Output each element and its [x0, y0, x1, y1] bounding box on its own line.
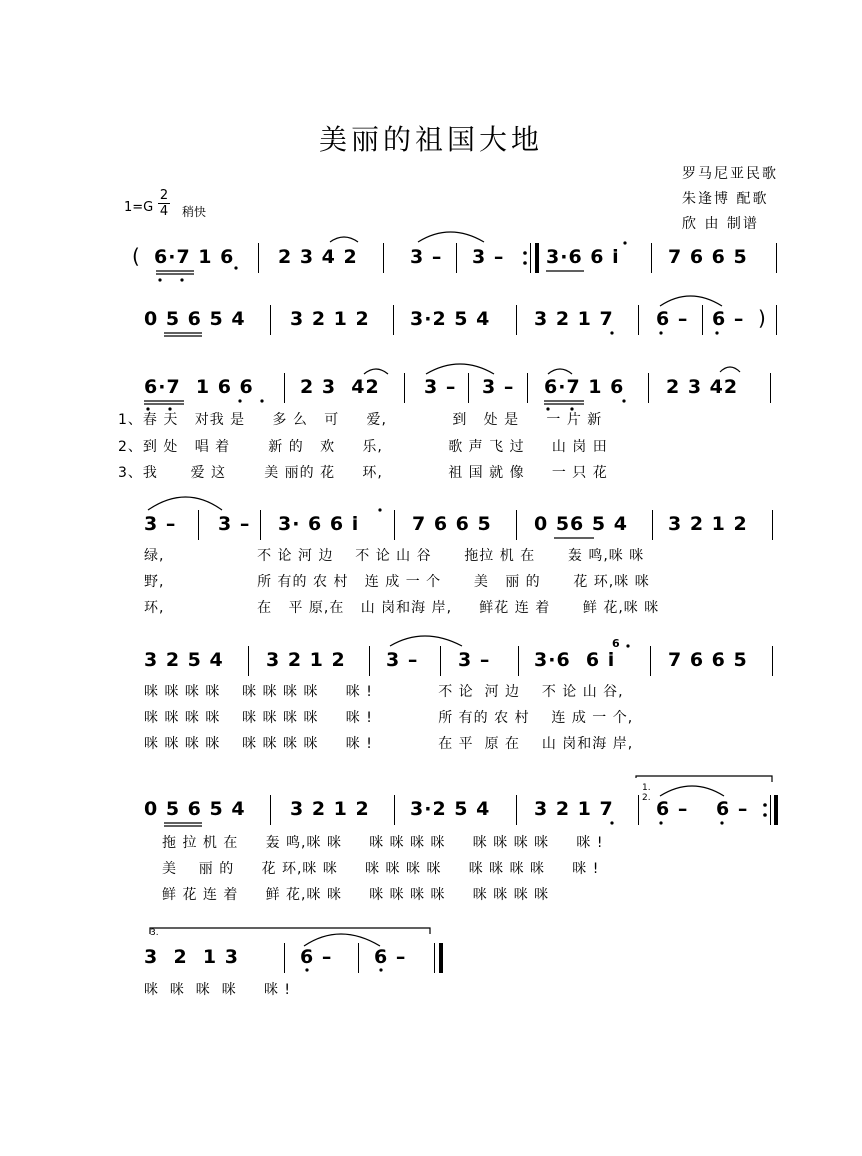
- measure: 3 2 1 2: [266, 649, 346, 671]
- paren-close: ): [758, 306, 767, 330]
- tie: [418, 232, 484, 242]
- measure: 6 –: [374, 946, 407, 968]
- dot: [168, 407, 171, 410]
- dot: [180, 278, 183, 281]
- measure: 6 –: [712, 308, 745, 330]
- volta-label: 1. 2.: [642, 783, 651, 803]
- dot: [378, 508, 381, 511]
- measure: 3·6 6 i: [546, 246, 620, 268]
- measure: 7 6 6 5: [668, 649, 748, 671]
- song-title: 美丽的祖国大地: [318, 123, 543, 156]
- dot: [238, 399, 241, 402]
- grace-note: 6: [612, 637, 620, 650]
- measure: 2 3 4 2: [278, 246, 358, 268]
- credit-transcriber: 欣 由 制谱: [682, 216, 759, 232]
- lyric-line: 鲜 花 连 着 鲜 花,咪 咪 咪 咪 咪 咪 咪 咪 咪 咪: [162, 887, 550, 903]
- tempo-marking: 稍快: [182, 205, 207, 219]
- dot: [715, 331, 718, 334]
- credit-origin: 罗马尼亚民歌: [682, 166, 778, 182]
- volta-label: 3.: [150, 928, 159, 938]
- dot: [570, 407, 573, 410]
- measure: 3 2 1 3: [144, 946, 239, 968]
- tie: [660, 786, 724, 796]
- lyric-line: 环, 在 平 原,在 山 岗和海 岸, 鲜花 连 着 鲜 花,咪 咪: [144, 600, 660, 616]
- measure: 3 2 1 7: [534, 798, 614, 820]
- lyric-line: 野, 所 有的 农 村 连 成 一 个 美 丽 的 花 环,咪 咪: [144, 574, 650, 590]
- measure: 3 –: [424, 376, 457, 398]
- meter-bottom: 4: [159, 204, 169, 219]
- tie: [390, 636, 462, 646]
- measure: 3 2 1 2: [290, 798, 370, 820]
- tie: [148, 497, 222, 510]
- dot: [763, 813, 767, 817]
- measure: 7 6 6 5: [412, 513, 492, 535]
- tie: [426, 364, 494, 374]
- measure: 3 –: [410, 246, 443, 268]
- dot: [610, 821, 613, 824]
- measure: 6·7 1 6: [154, 246, 235, 268]
- measure: 0 56 5 4: [534, 513, 628, 535]
- measure: 6 –: [716, 798, 749, 820]
- measure: 3·2 5 4: [410, 308, 491, 330]
- slur: [364, 369, 388, 374]
- measure: 3 2 1 2: [290, 308, 370, 330]
- repeat-dots: [523, 251, 767, 817]
- dot: [234, 266, 237, 269]
- measure: 3·6 6 i: [534, 649, 616, 671]
- measure: 3 –: [218, 513, 251, 535]
- lyric-line: 3、我 爱 这 美 丽的 花 环, 祖 国 就 像 一 只 花: [118, 465, 608, 481]
- lyric-line: 咪 咪 咪 咪 咪 !: [144, 982, 292, 998]
- credit-lyricist: 朱逢博 配歌: [682, 191, 769, 207]
- measure: 3 –: [144, 513, 177, 535]
- slur: [720, 367, 740, 372]
- dot: [158, 278, 161, 281]
- lyric-line: 美 丽 的 花 环,咪 咪 咪 咪 咪 咪 咪 咪 咪 咪 咪 !: [162, 861, 600, 877]
- lyric-line: 拖 拉 机 在 轰 鸣,咪 咪 咪 咪 咪 咪 咪 咪 咪 咪 咪 !: [162, 835, 604, 851]
- measure: 3 2 1 2: [668, 513, 748, 535]
- measure: 3·2 5 4: [410, 798, 491, 820]
- dot: [622, 399, 625, 402]
- measure: 0 5 6 5 4: [144, 308, 246, 330]
- lyric-line: 2、到 处 唱 着 新 的 欢 乐, 歌 声 飞 过 山 岗 田: [118, 439, 608, 455]
- measure: 2 3 42: [666, 376, 739, 398]
- dot: [546, 407, 549, 410]
- measure: 3 –: [472, 246, 505, 268]
- measure: 0 5 6 5 4: [144, 798, 246, 820]
- meter-top: 2: [159, 188, 169, 203]
- dot: [523, 251, 527, 255]
- measure: 6·7 1 6: [544, 376, 625, 398]
- measure: 2 3 42: [300, 376, 380, 398]
- tie: [304, 934, 380, 946]
- volta-bracket-1-2: [636, 776, 772, 782]
- ties: [148, 232, 772, 946]
- measure: 3· 6 6 i: [278, 513, 360, 535]
- slur: [330, 237, 358, 242]
- measure: 6·7 1 6 6: [144, 376, 254, 398]
- dot: [523, 261, 527, 265]
- dot: [623, 241, 626, 244]
- lyric-line: 1、春 天 对我 是 多 么 可 爱, 到 处 是 一 片 新: [118, 412, 603, 428]
- lyric-line: 绿, 不 论 河 边 不 论 山 谷 拖拉 机 在 轰 鸣,咪 咪: [144, 548, 645, 564]
- dot: [305, 968, 308, 971]
- measure: 6 –: [656, 798, 689, 820]
- dot: [260, 399, 263, 402]
- key-signature: 1=G: [124, 200, 154, 215]
- underlines: [144, 271, 594, 826]
- tie: [660, 296, 722, 306]
- measure: 6 –: [300, 946, 333, 968]
- lyric-line: 咪 咪 咪 咪 咪 咪 咪 咪 咪 ! 所 有的 农 村 连 成 一 个,: [144, 710, 634, 726]
- dot: [610, 331, 613, 334]
- measure: 3 2 5 4: [144, 649, 224, 671]
- dot: [763, 803, 767, 807]
- measure: 6 –: [656, 308, 689, 330]
- dot: [379, 968, 382, 971]
- slur: [548, 369, 572, 374]
- measure: 7 6 6 5: [668, 246, 748, 268]
- measure: 3 –: [386, 649, 419, 671]
- dot: [659, 331, 662, 334]
- lyric-line: 咪 咪 咪 咪 咪 咪 咪 咪 咪 ! 在 平 原 在 山 岗和海 岸,: [144, 736, 634, 752]
- dot: [146, 407, 149, 410]
- measure: 3 2 1 7: [534, 308, 614, 330]
- dot: [626, 644, 629, 647]
- volta-bracket-3: [150, 928, 430, 934]
- paren-open: (: [132, 244, 141, 268]
- dot: [720, 821, 723, 824]
- measure: 3 –: [458, 649, 491, 671]
- octave-dots: [146, 241, 723, 971]
- lyric-line: 咪 咪 咪 咪 咪 咪 咪 咪 咪 ! 不 论 河 边 不 论 山 谷,: [144, 684, 624, 700]
- dot: [659, 821, 662, 824]
- measure: 3 –: [482, 376, 515, 398]
